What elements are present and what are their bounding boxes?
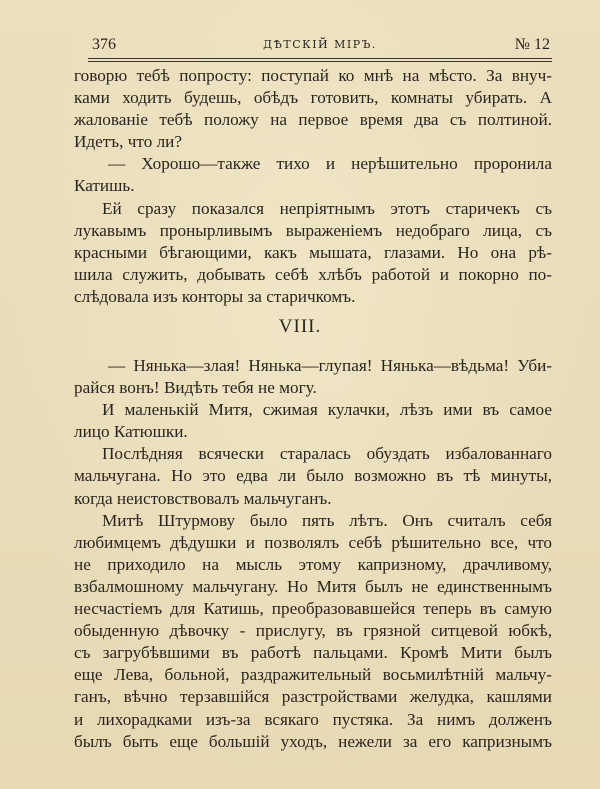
- text-line: райся вонъ! Видѣть тебя не могу.: [74, 378, 317, 398]
- running-header: [88, 36, 552, 58]
- text-line: когда неистовствовалъ мальчуганъ.: [74, 488, 332, 508]
- chapter-heading: VIII.: [278, 316, 322, 337]
- text-line: Митѣ Штурмову было пять лѣтъ. Онъ считалъ себя: [102, 510, 552, 530]
- text-line: любимцемъ дѣдушки и позволялъ себѣ рѣшительно все, что: [74, 532, 552, 552]
- text-line: былъ быть еще большій уходъ, нежели за его капризнымъ: [74, 731, 552, 751]
- text-line: И маленькій Митя, сжимая кулачки, лѣзъ ими въ самое: [102, 400, 552, 420]
- text-line: и лихорадками изъ-за всякаго пустяка. За нимъ долженъ: [74, 709, 552, 729]
- journal-title: ДѢТСКІЙ МІРЪ.: [263, 38, 377, 51]
- text-line: — Хорошо—также тихо и нерѣшительно проронила: [108, 154, 552, 174]
- text-line: Ей сразу показался непріятнымъ этотъ старичекъ съ: [102, 198, 552, 218]
- text-line: — Нянька—злая! Нянька—глупая! Нянька—вѣдьма! Уби-: [108, 356, 552, 375]
- text-line: обыденную дѣвочку - прислугу, въ грязной ситцевой юбкѣ,: [74, 621, 552, 641]
- text-line: жалованіе тебѣ положу на первое время два съ полтиной.: [74, 110, 552, 130]
- text-line: съ загрубѣвшими въ работѣ пальцами. Кромѣ Мити былъ: [74, 643, 552, 663]
- text-line: не приходило на мысль этому капризному, драчливому,: [74, 554, 552, 574]
- text-line: говорю тебѣ попросту: поступай ко мнѣ на мѣсто. За внуч-: [74, 66, 552, 85]
- text-line: ками ходить будешь, обѣдъ готовить, комнаты убирать. А: [74, 88, 552, 108]
- header-rule-thin: [88, 61, 552, 62]
- text-line: лицо Катюшки.: [74, 422, 188, 442]
- text-line: Катишь.: [74, 176, 135, 196]
- text-block-2: [74, 355, 552, 753]
- header-rule-thick: [88, 58, 552, 59]
- text-line: слѣдовала изъ конторы за старичкомъ.: [74, 286, 356, 306]
- page-number: 376: [92, 36, 116, 53]
- text-block-1: [74, 65, 552, 308]
- text-line: Послѣдняя всячески старалась обуздать избалованнаго: [102, 444, 552, 464]
- text-line: лукавымъ пронырливымъ выраженіемъ недобраго лица, съ: [74, 220, 552, 240]
- text-line: ганъ, вѣчно терзавшійся разстройствами желудка, кашлями: [74, 687, 552, 707]
- text-line: красными бѣгающими, какъ мышата, глазами. Но она рѣ-: [74, 242, 552, 262]
- issue-number: № 12: [514, 36, 550, 53]
- text-line: несчастіемъ для Катишь, преобразовавшейся теперь въ самую: [74, 599, 552, 619]
- text-line: мальчугана. Но это едва ли было возможно въ тѣ минуты,: [74, 466, 552, 486]
- text-line: взбалмошному мальчугану. Но Митя былъ не единственнымъ: [74, 576, 552, 596]
- text-line: еще Лева, больной, раздражительный восьмилѣтній мальчу-: [74, 665, 552, 685]
- text-line: Идетъ, что ли?: [74, 132, 183, 152]
- text-line: шила служить, добывать себѣ хлѣбъ работой и покорно по-: [74, 264, 552, 284]
